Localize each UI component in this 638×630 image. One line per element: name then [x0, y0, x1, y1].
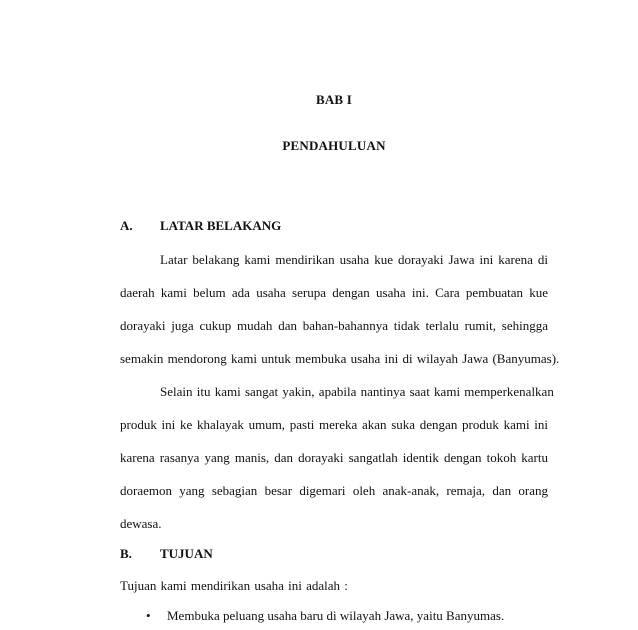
paragraph-line: semakin mendorong kami untuk membuka usaha ini di wilayah Jawa (Banyumas). — [120, 351, 560, 366]
section-b-heading — [120, 546, 213, 562]
section-a-heading — [120, 218, 281, 234]
paragraph-line: dewasa. — [120, 516, 162, 531]
section-a-title: LATAR BELAKANG — [160, 218, 282, 233]
section-b-intro: Tujuan kami mendirikan usaha ini adalah : — [120, 578, 348, 593]
chapter-title: PENDAHULUAN — [282, 138, 386, 153]
section-b-letter: B. — [120, 546, 132, 561]
bullet-icon: • — [146, 608, 151, 623]
section-b-title: TUJUAN — [160, 546, 213, 561]
bullet-list-item — [146, 608, 504, 624]
paragraph-line: karena rasanya yang manis, dan dorayaki sangatlah identik dengan tokoh kartu — [120, 450, 548, 465]
bullet-text: Membuka peluang usaha baru di wilayah Jawa, yaitu Banyumas. — [167, 608, 505, 623]
paragraph-line: Selain itu kami sangat yakin, apabila nantinya saat kami memperkenalkan — [160, 384, 554, 399]
paragraph-line: dorayaki juga cukup mudah dan bahan-bahannya tidak terlalu rumit, sehingga — [120, 318, 548, 333]
section-a-letter: A. — [120, 218, 133, 233]
paragraph-line: doraemon yang sebagian besar digemari oleh anak-anak, remaja, dan orang — [120, 483, 548, 498]
chapter-number: BAB I — [315, 92, 353, 107]
paragraph-line: daerah kami belum ada usaha serupa dengan usaha ini. Cara pembuatan kue — [120, 285, 548, 300]
paragraph-line: Latar belakang kami mendirikan usaha kue dorayaki Jawa ini karena di — [160, 252, 548, 267]
paragraph-line: produk ini ke khalayak umum, pasti mereka akan suka dengan produk kami ini — [120, 417, 548, 432]
